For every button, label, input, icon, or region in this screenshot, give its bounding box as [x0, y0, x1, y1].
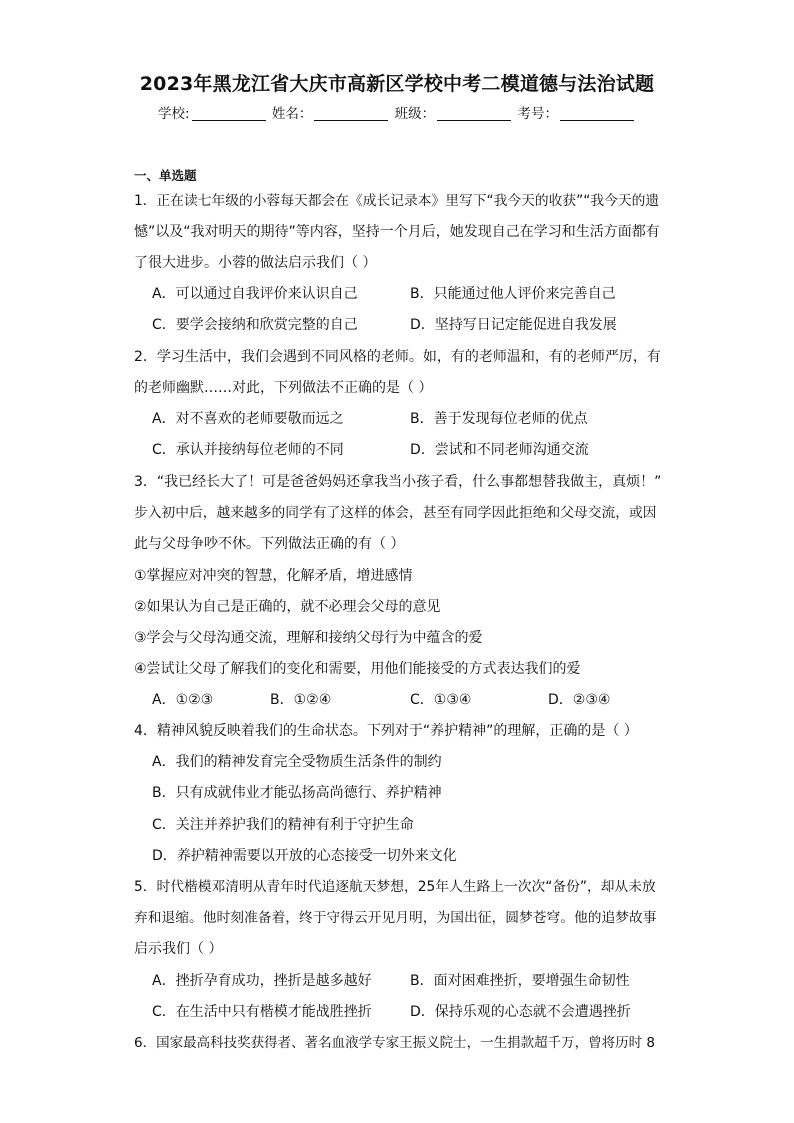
question-2-line: 的老师幽默……对此，下列做法不正确的是（ ）: [134, 380, 433, 396]
question-3-statement: ①掌握应对冲突的智慧，化解矛盾，增进感情: [134, 568, 413, 584]
question-1-line: 憾”以及“我对明天的期待”等内容，坚持一个月后，她发现自己在学习和生活方面都有: [134, 224, 660, 240]
question-5-line: 弃和退缩。他时刻准备着，终于守得云开见月明，为国出征，圆梦苍穹。他的追梦故事: [134, 910, 657, 926]
q5-option-c: C．在生活中只有楷模才能战胜挫折: [152, 1004, 372, 1020]
student-info-line: [0, 102, 794, 122]
school-blank[interactable]: [192, 106, 266, 121]
question-1-line: 1．正在读七年级的小蓉每天都会在《成长记录本》里写下“我今天的收获”“我今天的遗: [134, 193, 660, 209]
question-4-line: 4．精神风貌反映着我们的生命状态。下列对于“养护精神”的理解，正确的是（ ）: [134, 723, 638, 739]
question-3-statement: ④尝试让父母了解我们的变化和需要，用他们能接受的方式表达我们的爱: [134, 661, 581, 677]
q2-option-d: D．尝试和不同老师沟通交流: [410, 442, 589, 458]
class-label: 班级：: [394, 106, 436, 122]
q5-option-b: B．面对困难挫折，要增强生命韧性: [410, 973, 630, 989]
question-5-line: 启示我们（ ）: [134, 941, 223, 957]
section-heading: 一、单选题: [134, 168, 197, 183]
school-label: 学校:: [158, 106, 190, 122]
question-3-statement: ③学会与父母沟通交流，理解和接纳父母行为中蕴含的爱: [134, 630, 483, 646]
number-label: 考号：: [517, 106, 558, 122]
q4-option-a: A．我们的精神发育完全受物质生活条件的制约: [152, 754, 442, 770]
question-2-line: 2．学习生活中，我们会遇到不同风格的老师。如，有的老师温和，有的老师严厉，有: [134, 349, 661, 365]
question-3-statement: ②如果认为自己是正确的，就不必理会父母的意见: [134, 599, 441, 615]
page-title: 2023年黑龙江省大庆市高新区学校中考二模道德与法治试题: [139, 73, 655, 95]
q4-option-c: C．关注并养护我们的精神有利于守护生命: [152, 817, 414, 833]
name-label: 姓名：: [271, 106, 313, 122]
q3-option-d: D．②③④: [548, 692, 611, 708]
question-1-line: 了很大进步。小蓉的做法启示我们（ ）: [134, 255, 377, 271]
q3-option-b: B．①②④: [270, 692, 332, 708]
q1-option-a: A．可以通过自我评价来认识自己: [152, 286, 358, 302]
question-3-line: 此与父母争吵不休。下列做法正确的有（ ）: [134, 536, 405, 552]
q2-option-b: B．善于发现每位老师的优点: [410, 411, 588, 427]
number-blank[interactable]: [560, 106, 634, 121]
q5-option-a: A．挫折孕育成功，挫折是越多越好: [152, 973, 372, 989]
q1-option-c: C．要学会接纳和欣赏完整的自己: [152, 317, 358, 333]
q2-option-c: C．承认并接纳每位老师的不同: [152, 442, 344, 458]
q2-option-a: A．对不喜欢的老师要敬而远之: [152, 411, 344, 427]
q4-option-b: B．只有成就伟业才能弘扬高尚德行、养护精神: [152, 785, 442, 801]
q1-option-d: D．坚持写日记定能促进自我发展: [410, 317, 617, 333]
question-3-line: 步入初中后，越来越多的同学有了这样的体会，甚至有同学因此拒绝和父母交流，或因: [134, 505, 657, 521]
q4-option-d: D．养护精神需要以开放的心态接受一切外来文化: [152, 848, 457, 864]
q3-option-c: C．①③④: [410, 692, 472, 708]
q3-option-a: A．①②③: [152, 692, 214, 708]
q5-option-d: D．保持乐观的心态就不会遭遇挫折: [410, 1004, 631, 1020]
name-blank[interactable]: [314, 106, 388, 121]
question-5-line: 5．时代楷模邓清明从青年时代追逐航天梦想，25年人生路上一次次“备份”，却从未放: [134, 879, 656, 895]
q1-option-b: B．只能通过他人评价来完善自己: [410, 286, 616, 302]
question-6-line: 6．国家最高科技奖获得者、著名血液学专家王振义院士，一生捐款超千万，曾将历时 8: [134, 1035, 655, 1051]
class-blank[interactable]: [437, 106, 511, 121]
question-3-line: 3．“我已经长大了！可是爸爸妈妈还拿我当小孩子看，什么事都想替我做主，真烦！”: [134, 474, 662, 490]
